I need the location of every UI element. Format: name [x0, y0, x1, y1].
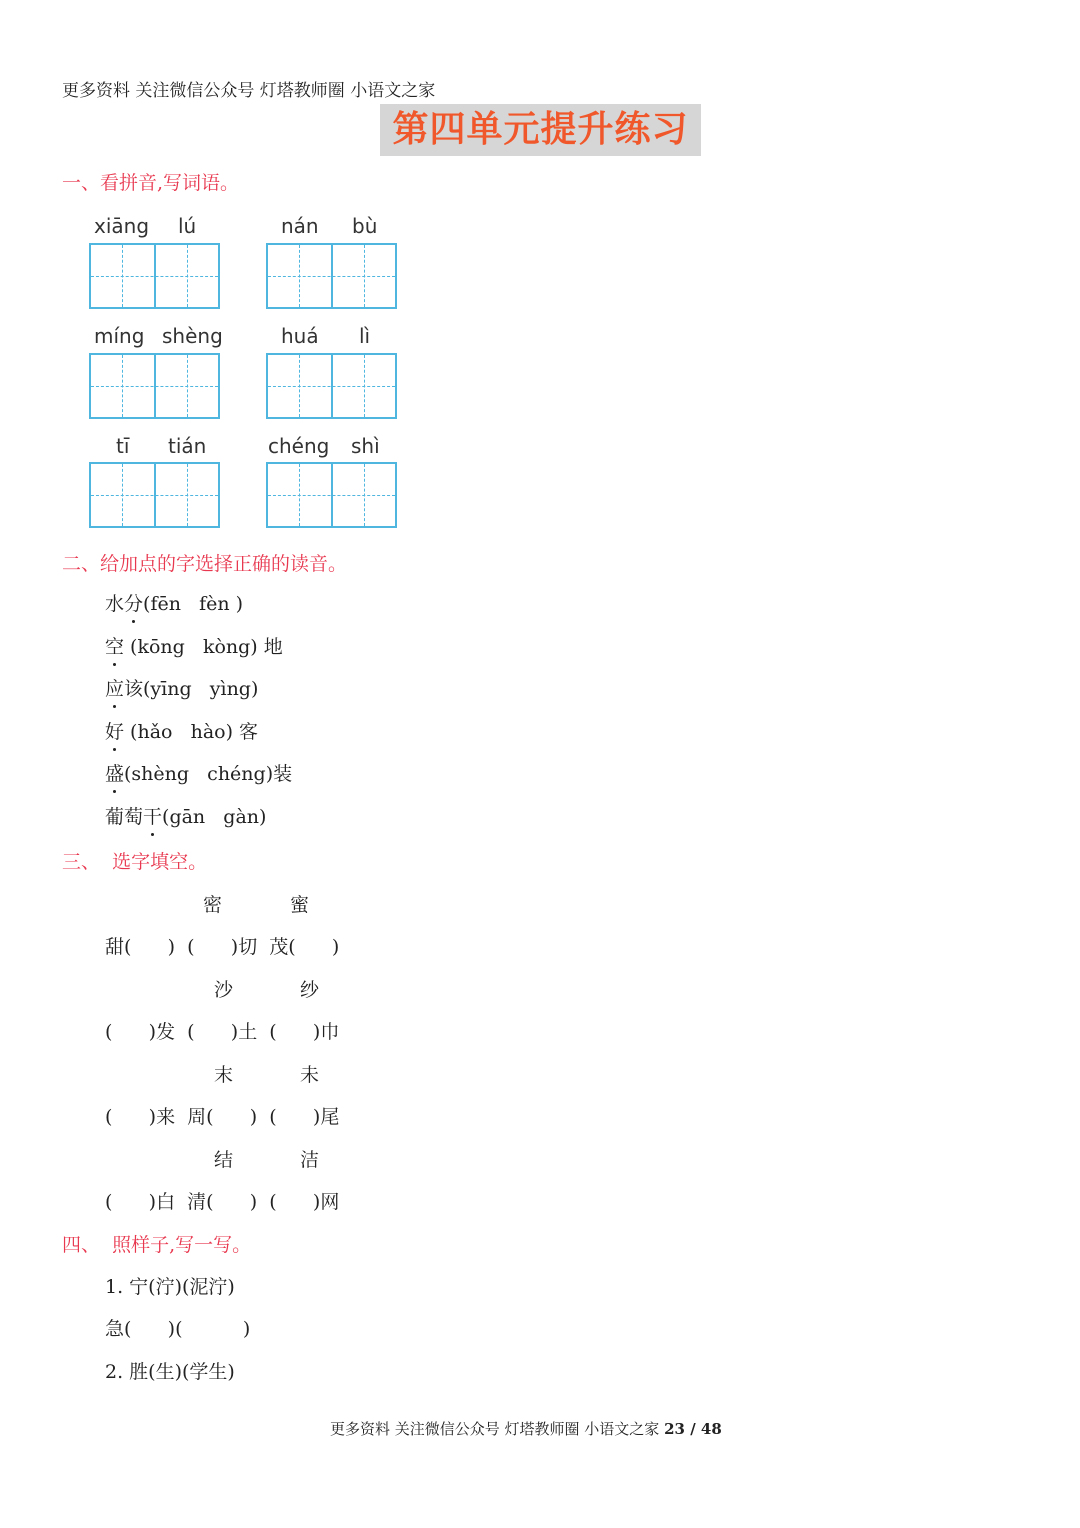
- option-char: 蜜: [290, 894, 310, 916]
- writing-grid[interactable]: [89, 353, 220, 419]
- example-line: 2. 胜(生)(学生): [105, 1361, 235, 1383]
- reading-item: 空 (kōng kòng) 地: [105, 632, 283, 659]
- option-char: 结: [214, 1149, 234, 1171]
- writing-grid[interactable]: [266, 243, 397, 309]
- page-number: 23 / 48: [664, 1420, 722, 1438]
- title-banner: [380, 104, 701, 156]
- option-char: 未: [300, 1064, 320, 1086]
- fill-line: ( )来 周( ) ( )尾: [105, 1106, 340, 1128]
- footer: [330, 1418, 722, 1439]
- reading-item: 葡萄干(gān gàn): [105, 802, 266, 829]
- section-1-heading: 一、看拼音,写词语。: [62, 172, 240, 194]
- reading-item: 水分(fēn fèn ): [105, 589, 243, 616]
- option-char: 纱: [300, 979, 320, 1001]
- pinyin: tī: [116, 434, 130, 458]
- option-char: 末: [214, 1064, 234, 1086]
- page-title: 第四单元提升练习: [392, 109, 689, 150]
- option-char: 沙: [214, 979, 234, 1001]
- option-char: 密: [203, 894, 223, 916]
- pinyin: tián: [168, 434, 207, 458]
- reading-item: 盛(shèng chéng)装: [105, 759, 292, 786]
- pinyin: huá: [281, 324, 319, 348]
- pinyin: míng: [94, 324, 145, 348]
- writing-grid[interactable]: [266, 353, 397, 419]
- writing-grid[interactable]: [266, 462, 397, 528]
- section-4-heading: 四、 照样子,写一写。: [62, 1234, 252, 1256]
- footer-note: 更多资料 关注微信公众号 灯塔教师圈 小语文之家: [330, 1420, 660, 1438]
- writing-grid[interactable]: [89, 243, 220, 309]
- option-char: 洁: [300, 1149, 320, 1171]
- example-line: 1. 宁(泞)(泥泞): [105, 1276, 235, 1298]
- pinyin: nán: [281, 214, 319, 238]
- example-line: 急( )( ): [105, 1318, 251, 1340]
- pinyin: lú: [178, 214, 197, 238]
- header-note: 更多资料 关注微信公众号 灯塔教师圈 小语文之家: [62, 81, 436, 101]
- pinyin: shì: [351, 434, 380, 458]
- writing-grid[interactable]: [89, 462, 220, 528]
- reading-item: 应该(yīng yìng): [105, 674, 258, 701]
- pinyin: shèng: [162, 324, 223, 348]
- section-3-heading: 三、 选字填空。: [62, 851, 208, 873]
- fill-line: ( )发 ( )土 ( )巾: [105, 1021, 340, 1043]
- reading-item: 好 (hǎo hào) 客: [105, 717, 258, 744]
- section-2-heading: 二、给加点的字选择正确的读音。: [62, 553, 348, 575]
- pinyin: chéng: [268, 434, 330, 458]
- pinyin: xiāng: [94, 214, 150, 238]
- pinyin: lì: [359, 324, 371, 348]
- fill-line: ( )白 清( ) ( )网: [105, 1191, 340, 1213]
- pinyin: bù: [352, 214, 378, 238]
- fill-line: 甜( ) ( )切 茂( ): [105, 936, 340, 958]
